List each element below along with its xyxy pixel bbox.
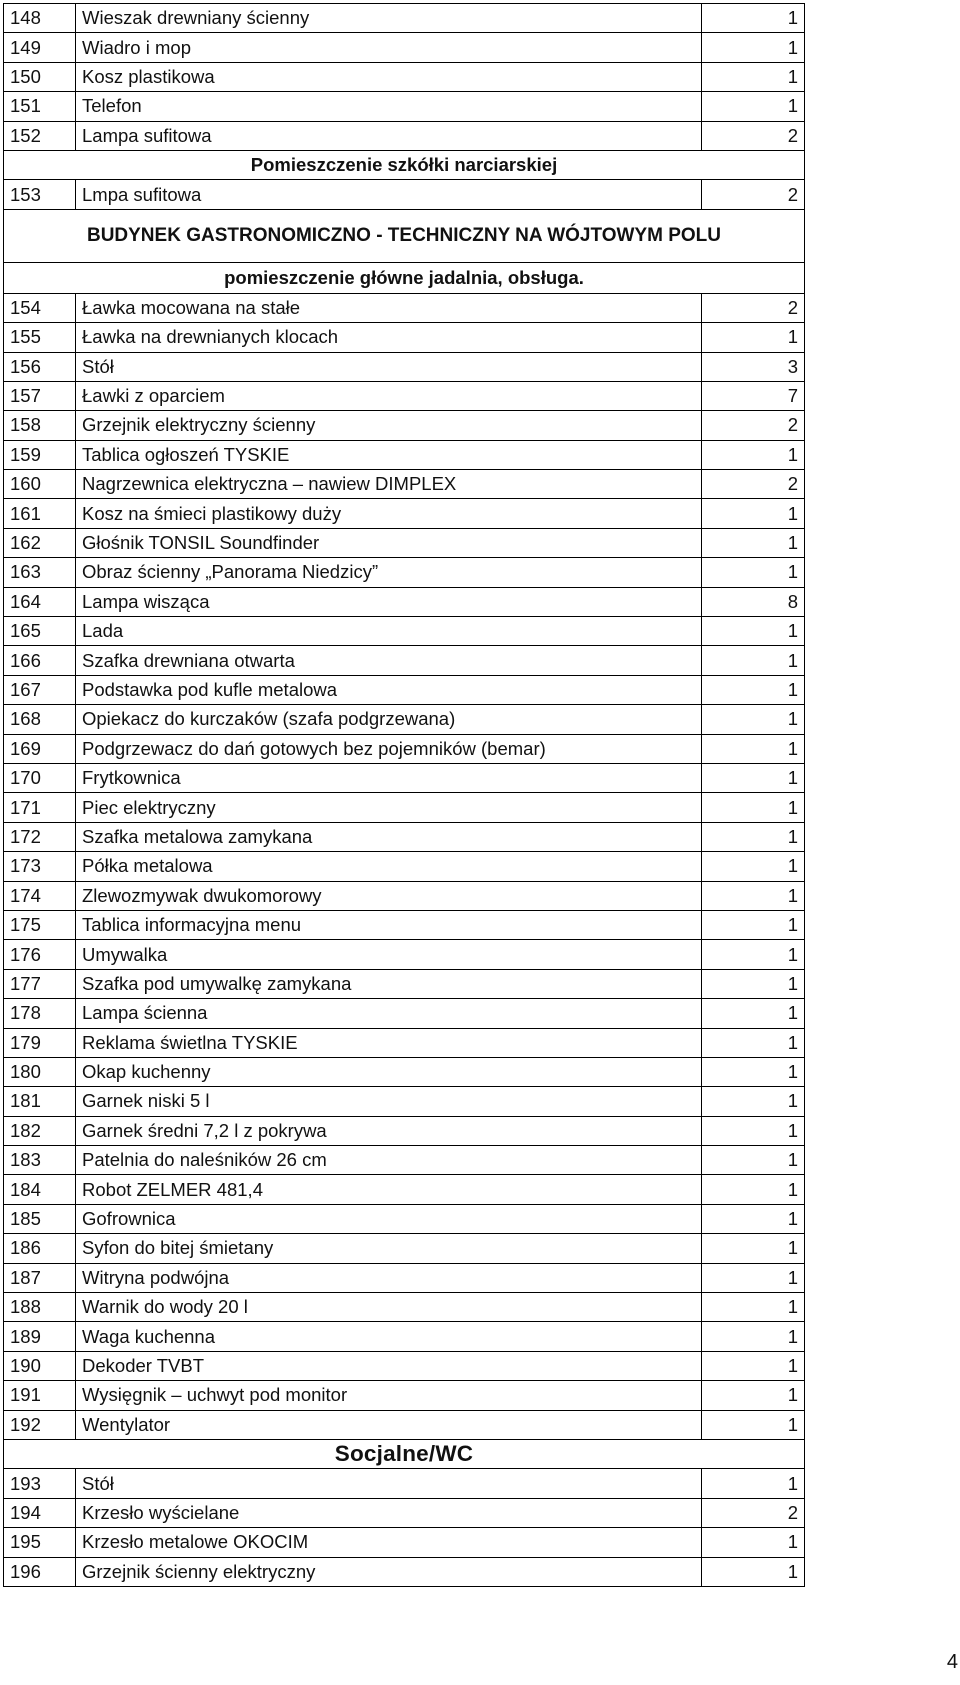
table-row [4, 558, 805, 587]
table-row [4, 1351, 805, 1380]
rows-top-group [4, 4, 805, 151]
item-quantity: 1 [702, 734, 805, 763]
page-number: 4 [946, 1651, 958, 1673]
table-row [4, 1528, 805, 1557]
item-quantity: 1 [702, 881, 805, 910]
section-social-group [4, 1439, 805, 1468]
item-quantity: 1 [702, 558, 805, 587]
table-row [4, 1234, 805, 1263]
table-row [4, 1175, 805, 1204]
row-number: 163 [4, 558, 76, 587]
row-number: 176 [4, 940, 76, 969]
item-quantity: 1 [702, 1351, 805, 1380]
row-number: 184 [4, 1175, 76, 1204]
table-row [4, 1410, 805, 1439]
table-row [4, 440, 805, 469]
table-row [4, 1498, 805, 1527]
item-quantity: 1 [702, 999, 805, 1028]
row-number: 158 [4, 411, 76, 440]
item-name: Grzejnik ścienny elektryczny [76, 1557, 702, 1586]
table-row [4, 352, 805, 381]
item-name: Podgrzewacz do dań gotowych bez pojemników (bemar) [76, 734, 702, 763]
item-quantity: 1 [702, 4, 805, 33]
rows-ski-group [4, 180, 805, 209]
row-number: 174 [4, 881, 76, 910]
table-row [4, 646, 805, 675]
table-row [4, 33, 805, 62]
table-row [4, 822, 805, 851]
item-quantity: 1 [702, 1410, 805, 1439]
item-name: Tablica ogłoszeń TYSKIE [76, 440, 702, 469]
table-row [4, 121, 805, 150]
row-number: 153 [4, 180, 76, 209]
row-number: 164 [4, 587, 76, 616]
item-quantity: 1 [702, 822, 805, 851]
table-row [4, 617, 805, 646]
table-row [4, 910, 805, 939]
row-number: 178 [4, 999, 76, 1028]
item-name: Wieszak drewniany ścienny [76, 4, 702, 33]
item-name: Patelnia do naleśników 26 cm [76, 1146, 702, 1175]
table-row [4, 1204, 805, 1233]
item-name: Opiekacz do kurczaków (szafa podgrzewana) [76, 705, 702, 734]
table-row [4, 999, 805, 1028]
row-number: 150 [4, 62, 76, 91]
item-name: Lada [76, 617, 702, 646]
item-name: Obraz ścienny „Panorama Niedzicy” [76, 558, 702, 587]
table-row [4, 734, 805, 763]
section-row [4, 1439, 805, 1468]
item-quantity: 2 [702, 121, 805, 150]
row-number: 181 [4, 1087, 76, 1116]
item-quantity: 1 [702, 528, 805, 557]
row-number: 173 [4, 852, 76, 881]
row-number: 188 [4, 1293, 76, 1322]
item-name: Stół [76, 1469, 702, 1498]
item-name: Lampa wisząca [76, 587, 702, 616]
table-row [4, 1057, 805, 1086]
section-row [4, 262, 805, 293]
item-name: Okap kuchenny [76, 1057, 702, 1086]
item-quantity: 2 [702, 293, 805, 322]
table-row [4, 92, 805, 121]
item-quantity: 1 [702, 1057, 805, 1086]
table-row [4, 4, 805, 33]
building-title: BUDYNEK GASTRONOMICZNO - TECHNICZNY NA WÓJTOWYM POLU [4, 209, 805, 262]
item-quantity: 1 [702, 675, 805, 704]
table-row [4, 1381, 805, 1410]
item-name: Kosz na śmieci plastikowy duży [76, 499, 702, 528]
table-row [4, 381, 805, 410]
item-name: Lampa ścienna [76, 999, 702, 1028]
item-name: Warnik do wody 20 l [76, 1293, 702, 1322]
item-quantity: 1 [702, 33, 805, 62]
table-row [4, 411, 805, 440]
item-quantity: 1 [702, 1204, 805, 1233]
building-title-row [4, 209, 805, 262]
item-quantity: 1 [702, 617, 805, 646]
item-name: Szafka metalowa zamykana [76, 822, 702, 851]
table-row [4, 940, 805, 969]
row-number: 167 [4, 675, 76, 704]
item-name: Głośnik TONSIL Soundfinder [76, 528, 702, 557]
item-name: Reklama świetlna TYSKIE [76, 1028, 702, 1057]
item-name: Robot ZELMER 481,4 [76, 1175, 702, 1204]
item-name: Umywalka [76, 940, 702, 969]
section-title-ski-school: Pomieszczenie szkółki narciarskiej [4, 150, 805, 179]
item-quantity: 1 [702, 1322, 805, 1351]
row-number: 159 [4, 440, 76, 469]
item-name: Tablica informacyjna menu [76, 910, 702, 939]
item-quantity: 1 [702, 1469, 805, 1498]
table-row [4, 1293, 805, 1322]
item-name: Nagrzewnica elektryczna – nawiew DIMPLEX [76, 470, 702, 499]
row-number: 160 [4, 470, 76, 499]
item-quantity: 1 [702, 1234, 805, 1263]
row-number: 172 [4, 822, 76, 851]
item-quantity: 1 [702, 440, 805, 469]
row-number: 194 [4, 1498, 76, 1527]
row-number: 151 [4, 92, 76, 121]
row-number: 185 [4, 1204, 76, 1233]
item-quantity: 1 [702, 1557, 805, 1586]
item-quantity: 1 [702, 1087, 805, 1116]
item-quantity: 2 [702, 180, 805, 209]
item-name: Podstawka pod kufle metalowa [76, 675, 702, 704]
item-quantity: 1 [702, 852, 805, 881]
table-row [4, 969, 805, 998]
table-row [4, 587, 805, 616]
building-title-group [4, 209, 805, 293]
rows-main-group [4, 293, 805, 1439]
table-row [4, 675, 805, 704]
item-name: Grzejnik elektryczny ścienny [76, 411, 702, 440]
item-name: Garnek średni 7,2 l z pokrywa [76, 1116, 702, 1145]
item-name: Kosz plastikowa [76, 62, 702, 91]
row-number: 166 [4, 646, 76, 675]
item-quantity: 1 [702, 1175, 805, 1204]
item-name: Dekoder TVBT [76, 1351, 702, 1380]
item-name: Szafka pod umywalkę zamykana [76, 969, 702, 998]
item-quantity: 1 [702, 323, 805, 352]
item-name: Gofrownica [76, 1204, 702, 1233]
table-row [4, 852, 805, 881]
row-number: 155 [4, 323, 76, 352]
item-name: Ławki z oparciem [76, 381, 702, 410]
row-number: 186 [4, 1234, 76, 1263]
item-quantity: 2 [702, 470, 805, 499]
row-number: 148 [4, 4, 76, 33]
item-quantity: 3 [702, 352, 805, 381]
item-name: Stół [76, 352, 702, 381]
table-row [4, 705, 805, 734]
row-number: 161 [4, 499, 76, 528]
row-number: 182 [4, 1116, 76, 1145]
table-row [4, 293, 805, 322]
table-row [4, 180, 805, 209]
table-row [4, 1028, 805, 1057]
row-number: 179 [4, 1028, 76, 1057]
row-number: 170 [4, 763, 76, 792]
row-number: 149 [4, 33, 76, 62]
item-name: Lampa sufitowa [76, 121, 702, 150]
table-row [4, 1322, 805, 1351]
item-quantity: 2 [702, 1498, 805, 1527]
item-name: Witryna podwójna [76, 1263, 702, 1292]
inventory-table [3, 3, 805, 1587]
item-quantity: 1 [702, 1028, 805, 1057]
item-quantity: 1 [702, 1116, 805, 1145]
item-name: Półka metalowa [76, 852, 702, 881]
item-name: Zlewozmywak dwukomorowy [76, 881, 702, 910]
row-number: 196 [4, 1557, 76, 1586]
row-number: 195 [4, 1528, 76, 1557]
table-row [4, 528, 805, 557]
row-number: 162 [4, 528, 76, 557]
item-quantity: 1 [702, 1381, 805, 1410]
table-row [4, 499, 805, 528]
item-quantity: 1 [702, 92, 805, 121]
item-quantity: 8 [702, 587, 805, 616]
row-number: 193 [4, 1469, 76, 1498]
table-row [4, 323, 805, 352]
row-number: 177 [4, 969, 76, 998]
item-name: Wentylator [76, 1410, 702, 1439]
item-name: Wiadro i mop [76, 33, 702, 62]
item-name: Szafka drewniana otwarta [76, 646, 702, 675]
table-row [4, 881, 805, 910]
row-number: 192 [4, 1410, 76, 1439]
row-number: 189 [4, 1322, 76, 1351]
item-quantity: 1 [702, 793, 805, 822]
item-quantity: 1 [702, 910, 805, 939]
row-number: 183 [4, 1146, 76, 1175]
item-name: Frytkownica [76, 763, 702, 792]
table-row [4, 793, 805, 822]
row-number: 171 [4, 793, 76, 822]
row-number: 156 [4, 352, 76, 381]
row-number: 152 [4, 121, 76, 150]
table-row [4, 1146, 805, 1175]
item-name: Piec elektryczny [76, 793, 702, 822]
section-title-main-hall: pomieszczenie główne jadalnia, obsługa. [4, 262, 805, 293]
table-row [4, 62, 805, 91]
table-row [4, 1557, 805, 1586]
item-quantity: 1 [702, 646, 805, 675]
item-quantity: 1 [702, 1263, 805, 1292]
item-name: Garnek niski 5 l [76, 1087, 702, 1116]
row-number: 190 [4, 1351, 76, 1380]
item-name: Krzesło wyścielane [76, 1498, 702, 1527]
row-number: 154 [4, 293, 76, 322]
item-quantity: 7 [702, 381, 805, 410]
item-name: Telefon [76, 92, 702, 121]
row-number: 168 [4, 705, 76, 734]
item-name: Waga kuchenna [76, 1322, 702, 1351]
row-number: 187 [4, 1263, 76, 1292]
item-quantity: 1 [702, 763, 805, 792]
row-number: 169 [4, 734, 76, 763]
row-number: 157 [4, 381, 76, 410]
item-quantity: 1 [702, 1528, 805, 1557]
item-name: Ławka na drewnianych klocach [76, 323, 702, 352]
table-row [4, 470, 805, 499]
item-quantity: 1 [702, 940, 805, 969]
row-number: 175 [4, 910, 76, 939]
item-name: Ławka mocowana na stałe [76, 293, 702, 322]
item-name: Krzesło metalowe OKOCIM [76, 1528, 702, 1557]
item-quantity: 1 [702, 1293, 805, 1322]
table-row [4, 763, 805, 792]
item-name: Syfon do bitej śmietany [76, 1234, 702, 1263]
table-row [4, 1116, 805, 1145]
section-title-social: Socjalne/WC [4, 1439, 805, 1468]
row-number: 165 [4, 617, 76, 646]
item-name: Lmpa sufitowa [76, 180, 702, 209]
table-row [4, 1469, 805, 1498]
item-name: Wysięgnik – uchwyt pod monitor [76, 1381, 702, 1410]
item-quantity: 1 [702, 705, 805, 734]
section-ski-school-group [4, 150, 805, 179]
item-quantity: 1 [702, 969, 805, 998]
item-quantity: 2 [702, 411, 805, 440]
table-row [4, 1263, 805, 1292]
item-quantity: 1 [702, 499, 805, 528]
item-quantity: 1 [702, 62, 805, 91]
section-row [4, 150, 805, 179]
row-number: 191 [4, 1381, 76, 1410]
rows-social-group [4, 1469, 805, 1587]
table-row [4, 1087, 805, 1116]
row-number: 180 [4, 1057, 76, 1086]
item-quantity: 1 [702, 1146, 805, 1175]
